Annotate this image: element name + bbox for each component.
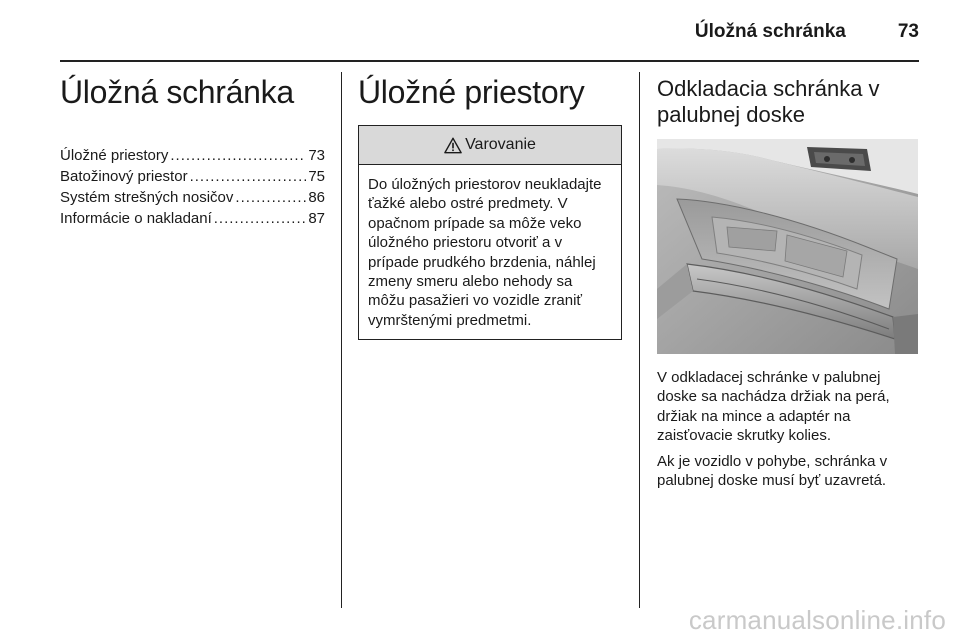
toc-leader-dots [214,208,307,229]
warning-header [359,126,621,165]
toc-entry[interactable] [60,208,325,229]
toc-entry-page: 75 [308,168,325,185]
glovebox-paragraph: Ak je vozidlo v pohybe, schránka v palubnej doske musí byť uzavretá. [657,452,888,490]
toc-leader-dots [190,166,307,187]
glovebox-column [657,72,919,490]
toc-entry[interactable] [60,145,325,166]
header-rule [60,60,919,62]
warning-text: Do úložných priestorov neukladajte ťažké alebo ostré predmety. V opačnom prípade sa môže veko úložného priestoru otvoriť a v prípade prudkého brzdenia, náhlej zmeny smeru alebo nehody sa môžu pasažieri vo vozidle zraniť vymrštenými predmetmi. [368,176,602,329]
table-of-contents [60,145,325,229]
warning-triangle-icon [444,137,462,154]
toc-entry-page: 73 [308,147,325,164]
page-number: 73 [897,21,919,42]
running-header-title: Úložná schránka [694,21,846,42]
column-divider-right [639,72,640,608]
watermark: carmanualsonline.info [688,605,946,635]
toc-leader-dots [170,145,306,166]
toc-entry-page: 86 [308,189,325,206]
toc-entry-label: Úložné priestory [60,147,169,164]
section-column [358,72,622,340]
toc-entry-label: Systém strešných nosičov [60,189,234,206]
toc-entry-label: Informácie o nakladaní [60,210,212,227]
section-title: Úložné priestory [358,74,585,110]
chapter-title: Úložná schránka [60,74,294,110]
column-divider-left [341,72,342,608]
toc-leader-dots [235,187,306,208]
glovebox-photo [657,139,918,354]
toc-entry-page: 87 [308,210,325,227]
warning-label: Varovanie [465,136,536,153]
running-header [60,18,919,46]
toc-entry[interactable] [60,166,325,187]
glovebox-paragraph: V odkladacej schránke v palubnej doske sa nachádza držiak na perá, držiak na mince a adaptér na zaisťovacie skrutky kolies. [657,369,890,445]
chapter-column [60,72,325,229]
glovebox-title: Odkladacia schránka v palubnej doske [657,76,880,127]
warning-box [358,125,622,340]
toc-entry-label: Batožinový priestor [60,168,188,185]
toc-entry[interactable] [60,187,325,208]
